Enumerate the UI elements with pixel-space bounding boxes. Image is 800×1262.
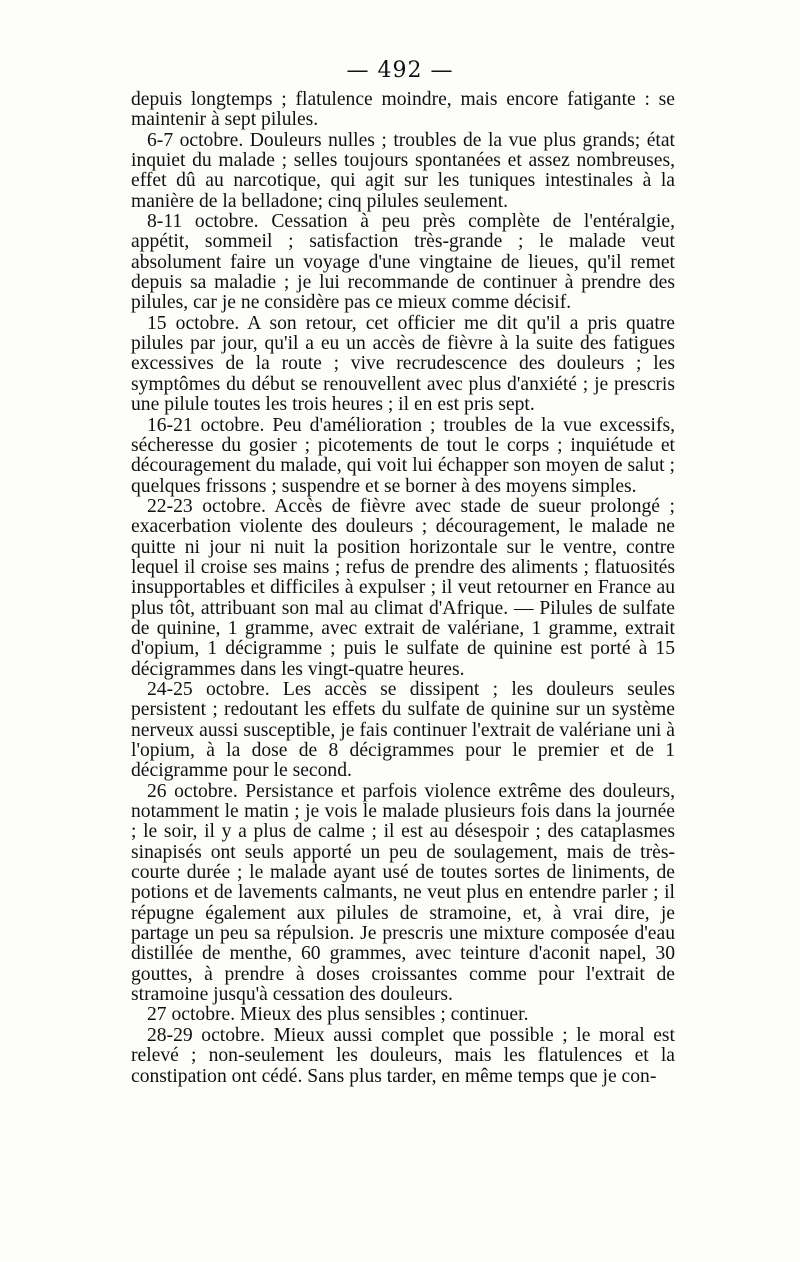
paragraph-continuation: depuis longtemps ; flatulence moindre, mais encore fatigante : se maintenir à sept pilules. (131, 89, 675, 131)
page-number: — 492 — (346, 58, 454, 83)
paragraph-26-octobre: 26 octobre. Persistance et parfois violence extrême des douleurs, notamment le matin ; je vois le malade plusieurs fois dans la journée ; le soir, il y a plus de calme ; il est au désespoir ; des cataplasmes sinapisés ont seuls apporté un peu de soulagement, mais de très-courte durée ; le malade ayant usé de toutes sortes de liniments, de potions et de lavements calmants, ne veut plus en entendre parler ; il répugne également aux pilules de stramoine, et, à vrai dire, je partage un peu sa répulsion. Je prescris une mixture composée d'eau distillée de menthe, 60 grammes, avec teinture d'aconit napel, 30 gouttes, à prendre à doses croissantes comme pour l'extrait de stramoine jusqu'à cessation des douleurs. (131, 780, 675, 1006)
paragraph-27-octobre: 27 octobre. Mieux des plus sensibles ; continuer. (147, 1004, 529, 1026)
paragraph-16-21-octobre: 16-21 octobre. Peu d'amélioration ; troubles de la vue excessifs, sécheresse du gosier ; picotements de tout le corps ; inquiétude et découragement du malade, qui voit lui échapper son moyen de salut ; quelques frissons ; suspendre et se borner à des moyens simples. (131, 414, 675, 497)
paragraph-24-25-octobre: 24-25 octobre. Les accès se dissipent ; les douleurs seules persistent ; redoutant les effets du sulfate de quinine sur un système nerveux aussi susceptible, je fais continuer l'extrait de valériane uni à l'opium, à la dose de 8 décigrammes pour le premier et de 1 décigramme pour le second. (131, 678, 675, 782)
paragraph-15-octobre: 15 octobre. A son retour, cet officier me dit qu'il a pris quatre pilules par jour, qu'il a eu un accès de fièvre à la suite des fatigues excessives de la route ; vive recrudescence des douleurs ; les symptômes du début se renouvellent avec plus d'anxiété ; je prescris une pilule toutes les trois heures ; il en est pris sept. (131, 312, 675, 416)
paragraph-8-11-octobre: 8-11 octobre. Cessation à peu près complète de l'entéralgie, appétit, sommeil ; satisfaction très-grande ; le malade veut absolument faire un voyage d'une vingtaine de lieues, qu'il remet depuis sa maladie ; je lui recommande de continuer à prendre des pilules, car je ne considère pas ce mieux comme décisif. (131, 211, 675, 314)
paragraph-22-23-octobre: 22-23 octobre. Accès de fièvre avec stade de sueur prolongé ; exacerbation violente des douleurs ; découragement, le malade ne quitte ni jour ni nuit la position horizontale sur le ventre, contre lequel il croise ses mains ; refus de prendre des aliments ; flatuosités insupportables et difficiles à expulser ; il veut retourner en France au plus tôt, attribuant son mal au climat d'Afrique. — Pilules de sulfate de quinine, 1 gramme, avec extrait de valériane, 1 gramme, extrait d'opium, 1 décigramme ; puis le sulfate de quinine est porté à 15 décigrammes dans les vingt-quatre heures. (131, 495, 675, 680)
body-text (131, 90, 675, 1087)
paragraph-6-7-octobre: 6-7 octobre. Douleurs nulles ; troubles de la vue plus grands; état inquiet du malade ; selles toujours spontanées et assez nombreuses, effet dû au narcotique, qui agit sur les tuniques intestinales à la manière de la belladone; cinq pilules seulement. (131, 129, 675, 212)
paragraph-28-29-octobre: 28-29 octobre. Mieux aussi complet que possible ; le moral est relevé ; non-seulement les douleurs, mais les flatulences et la constipation ont cédé. Sans plus tarder, en même temps que je con- (131, 1024, 675, 1087)
